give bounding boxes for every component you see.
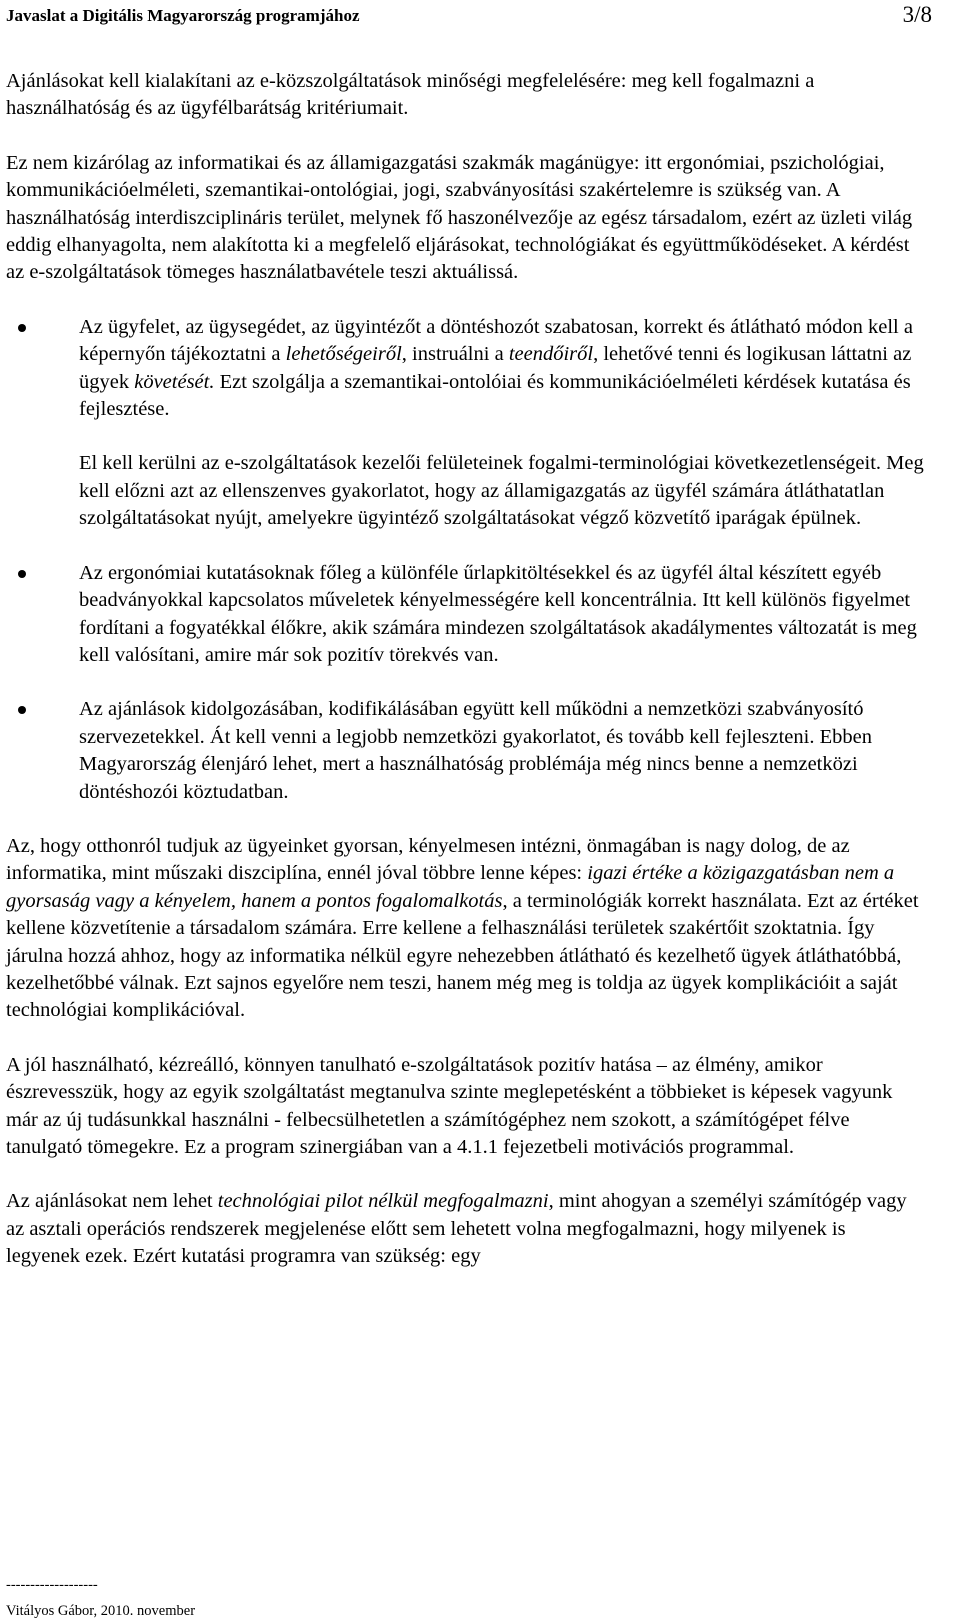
bullet-1-text xyxy=(79,314,924,424)
paragraph-5 xyxy=(6,1188,924,1270)
page-footer xyxy=(6,1572,195,1624)
page-number: 3/8 xyxy=(902,2,932,27)
paragraph-4: A jól használható, kézreálló, könnyen tanulható e-szolgáltatások pozitív hatása – az élmény, amikor észrevesszük, hogy az egyik szolgáltatást megtanulva szinte meglepetésként a többieket is képesek vagyunk már az új tudásunkkal használni - felbecsülhetetlen a számítógéphez nem szokott, a számítógépet félve tanulgató tömegekre. Ez a program szinergiában van a 4.1.1 fejezetbeli motivációs programmal. xyxy=(6,1053,893,1158)
text-run: Az ügyfelet, az ügysegédet, az ügyintézőt a döntéshozót szabatosan, korrekt és átlátható módon kell a képernyőn tájékoztatni a xyxy=(79,315,913,366)
document-body xyxy=(6,68,924,1271)
list-item xyxy=(79,314,924,533)
bullet-3-text: Az ajánlások kidolgozásában, kodifikálásában együtt kell működni a nemzetközi szabványosító szervezetekkel. Át kell venni a legjobb nemzetközi gyakorlatot, és tovább kell fejleszteni. Ebben Magyarország élenjáró lehet, mert a használhatóság problémája még nincs benne a nemzetközi döntéshozói köztudatban. xyxy=(79,698,872,803)
bullet-dot-icon xyxy=(18,706,26,714)
text-run: Az, hogy otthonról tudjuk az ügyeinket gyorsan, kényelmesen intézni, önmagában is nagy dolog, de az informatika, mint műszaki diszciplína, ennél jóval többre lenne képes: xyxy=(6,834,850,885)
paragraph-1: Ajánlásokat kell kialakítani az e-közszolgáltatások minőségi megfelelésére: meg kell fogalmazni a használhatóság és az ügyfélbarátság kritériumait. xyxy=(6,70,815,120)
paragraph-2: Ez nem kizárólag az informatikai és az államigazgatási szakmák magánügye: itt ergonómiai, pszichológiai, kommunikációelméleti, szemantikai-ontológiai, jogi, szabványosítási szakértelemre is szükség van. A használhatóság interdiszciplináris terület, melynek fő haszonélvezője az egész társadalom, ezért az üzleti világ eddig elhanyagolta, nem alakította ki a megfelelő eljárásokat, technológiákat és együttműködéseket. A kérdést az e-szolgáltatások tömeges használatbavétele teszi aktuálissá. xyxy=(6,151,913,284)
italic-run: lehetőségeiről xyxy=(285,343,402,366)
list-item xyxy=(79,560,924,670)
footer-author: Vitályos Gábor, 2010. november xyxy=(6,1603,196,1619)
bullet-2-text: Az ergonómiai kutatásoknak főleg a különféle űrlapkitöltésekkel és az ügyfél által készített egyéb beadványokkal kapcsolatos műveletek kényelmességére kell koncentrálnia. Itt kell különös figyelmet fordítani a fogyatékkal élőkre, akik számára mindezen szolgáltatások akadálymentes változatát is meg kell valósítani, amire már sok pozitív törekvés van. xyxy=(79,561,917,666)
text-run: , a terminológiák korrekt használata. Ezt az értéket kellene közvetítenie a társadalom számára. Erre kellene a felhasználási területek szakértőit szoktatnia. Így járulna hozzá ahhoz, hogy az informatika nélkül egyre nehezebben átlátható és kezelhető ügyek átláthatóbbá, kezelhetőbbé válnak. Ezt sajnos egyelőre nem teszi, hanem még meg is toldja az ügyek komplikációit a saját technológiai komplikációval. xyxy=(6,889,919,1022)
header-title: Javaslat a Digitális Magyarország programjához xyxy=(6,6,360,25)
italic-run: igazi értéke a közigazgatásban nem a gyorsaság vagy a kényelem, hanem a pontos fogalomalkotás xyxy=(6,862,895,912)
text-run: Ezt szolgálja a szemantikai-ontolóiai és kommunikációelméleti kérdések kutatása és fejlesztése. xyxy=(79,370,911,421)
text-run: , lehetővé tenni és logikusan láttatni az ügyek xyxy=(79,343,912,393)
text-run: Az ajánlásokat nem lehet xyxy=(6,1190,218,1213)
text-run: , mint ahogyan a személyi számítógép vagy az asztali operációs rendszerek megjelenése előtt sem lehetett volna megfogalmazni, hogy milyenek is legyenek ezek. Ezért kutatási programra van szükség: egy xyxy=(6,1190,907,1268)
page-header xyxy=(6,2,932,38)
bullet-dot-icon xyxy=(18,570,26,578)
italic-run: követését. xyxy=(134,370,215,393)
bullet-list xyxy=(6,314,924,806)
paragraph-3 xyxy=(6,833,924,1025)
bullet-dot-icon xyxy=(18,324,26,332)
footer-rule: ------------------- xyxy=(6,1577,98,1593)
italic-run: technológiai pilot nélkül megfogalmazni xyxy=(217,1190,549,1213)
list-item xyxy=(79,696,924,806)
italic-run: teendőiről xyxy=(508,343,594,366)
text-run: , instruálni a xyxy=(401,343,509,366)
bullet-1-second-paragraph: El kell kerülni az e-szolgáltatások kezelői felületeinek fogalmi-terminológiai következetlenségeit. Meg kell előzni azt az ellenszenves gyakorlatot, hogy az államigazgatás az ügyfél számára átláthatatlan szolgáltatásokat nyújt, amelyekre ügyintéző szolgáltatásokat végző közvetítő iparágak épülnek. xyxy=(79,452,924,530)
